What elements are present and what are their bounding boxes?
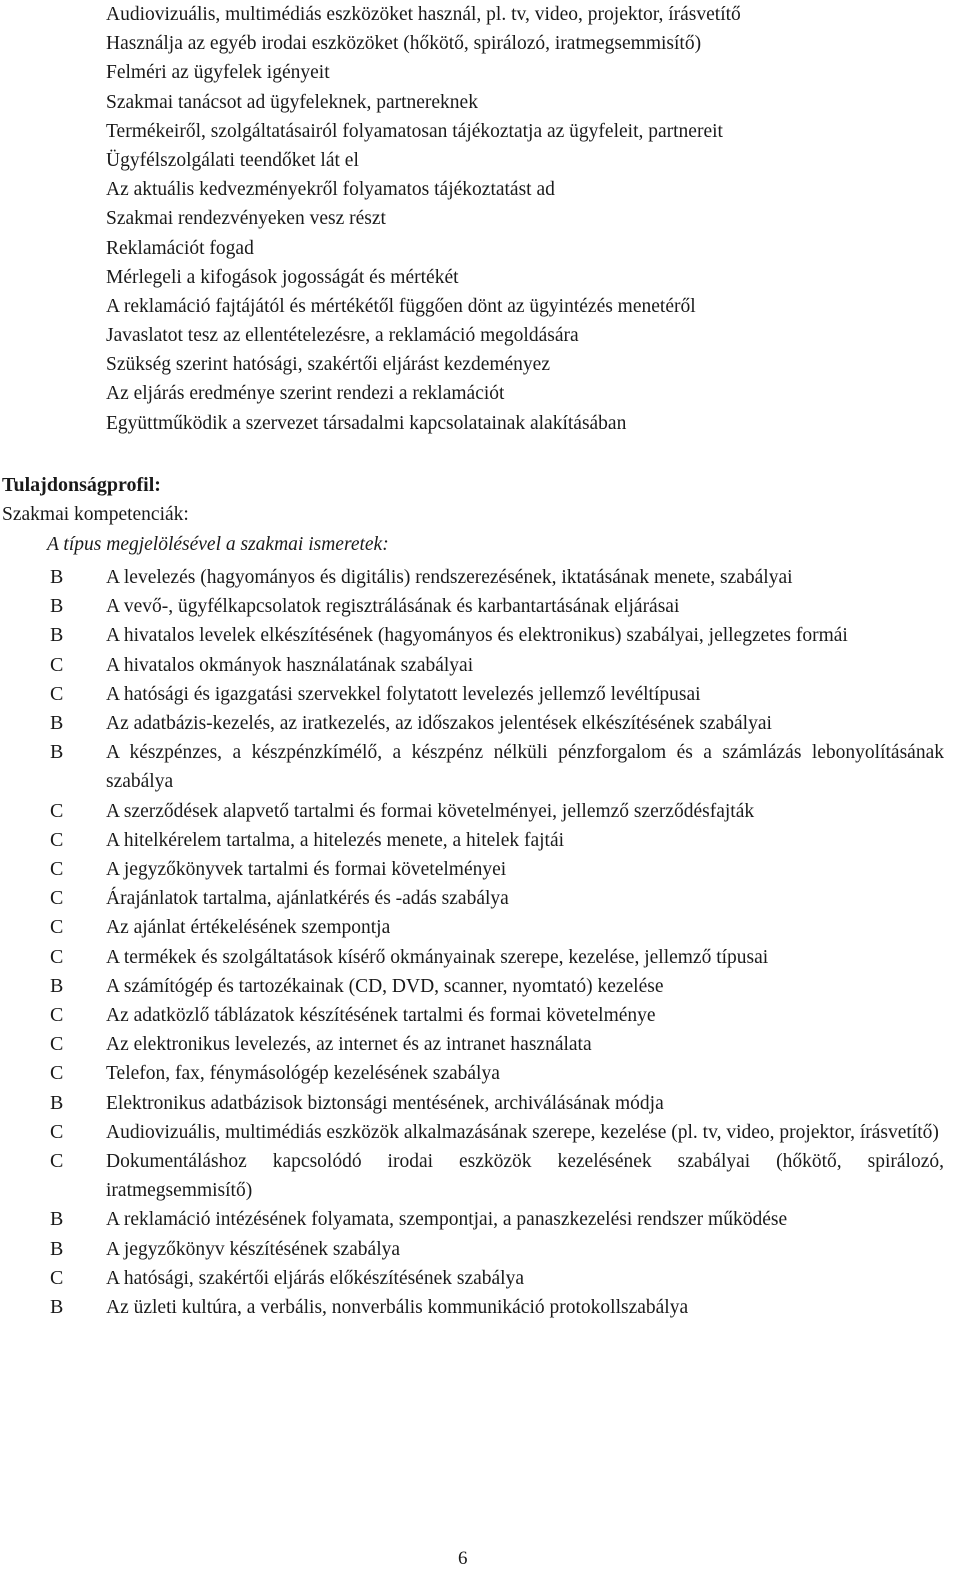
task-item: Ügyfélszolgálati teendőket lát el bbox=[106, 149, 359, 171]
knowledge-item bbox=[0, 651, 960, 680]
knowledge-item bbox=[0, 738, 960, 796]
task-item: Felméri az ügyfelek igényeit bbox=[106, 62, 330, 84]
knowledge-text: A reklamáció intézésének folyamata, szempontjai, a panaszkezelési rendszer működése bbox=[106, 1209, 788, 1231]
knowledge-item bbox=[0, 1293, 960, 1322]
knowledge-text: Árajánlatok tartalma, ajánlatkérés és -adás szabálya bbox=[106, 888, 509, 910]
knowledge-type: C bbox=[50, 858, 64, 881]
competence-subheading: Szakmai kompetenciák: bbox=[2, 504, 189, 525]
task-item: Együttműködik a szervezet társadalmi kapcsolatainak alakításában bbox=[106, 412, 627, 434]
knowledge-list bbox=[0, 563, 960, 1322]
knowledge-text: Elektronikus adatbázisok biztonsági mentésének, archiválásának módja bbox=[106, 1092, 664, 1114]
task-item: Az eljárás eredménye szerint rendezi a reklamációt bbox=[106, 383, 505, 405]
knowledge-text: A hivatalos okmányok használatának szabályai bbox=[106, 654, 474, 676]
knowledge-type: B bbox=[50, 1208, 64, 1231]
knowledge-text: A hatósági és igazgatási szervekkel folytatott levelezés jellemző levéltípusai bbox=[106, 683, 701, 705]
task-item: Mérlegeli a kifogások jogosságát és mértékét bbox=[106, 266, 459, 288]
type-description: A típus megjelölésével a szakmai ismeretek: bbox=[47, 534, 389, 555]
knowledge-text: A szerződések alapvető tartalmi és formai követelményei, jellemző szerződésfajták bbox=[106, 800, 755, 822]
task-item: A reklamáció fajtájától és mértékétől függően dönt az ügyintézés menetéről bbox=[106, 295, 696, 317]
knowledge-item bbox=[0, 797, 960, 826]
task-item: Audiovizuális, multimédiás eszközöket használ, pl. tv, video, projektor, írásvetítő bbox=[106, 4, 741, 25]
knowledge-text: A termékek és szolgáltatások kísérő okmányainak szerepe, kezelése, jellemző típusai bbox=[106, 946, 769, 968]
task-item: Termékeiről, szolgáltatásairól folyamatosan tájékoztatja az ügyfeleit, partnereit bbox=[106, 120, 723, 142]
knowledge-text: A készpénzes, a készpénzkímélő, a készpénz nélküli pénzforgalom és a számlázás lebonyolításának szabálya bbox=[106, 742, 944, 793]
task-item: Javaslatot tesz az ellentételezésre, a reklamáció megoldására bbox=[106, 325, 579, 347]
knowledge-item bbox=[0, 1235, 960, 1264]
knowledge-type: C bbox=[50, 1004, 64, 1027]
knowledge-type: C bbox=[50, 887, 64, 910]
knowledge-text: A levelezés (hagyományos és digitális) rendszerezésének, iktatásának menete, szabályai bbox=[106, 567, 793, 588]
knowledge-item bbox=[0, 680, 960, 709]
knowledge-text: Az adatközlő táblázatok készítésének tartalmi és formai követelménye bbox=[106, 1005, 656, 1027]
knowledge-item bbox=[0, 855, 960, 884]
knowledge-type: C bbox=[50, 1062, 64, 1085]
knowledge-text: A számítógép és tartozékainak (CD, DVD, scanner, nyomtató) kezelése bbox=[106, 975, 664, 997]
knowledge-type: C bbox=[50, 799, 64, 822]
knowledge-type: C bbox=[50, 653, 64, 676]
profile-heading: Tulajdonságprofil: bbox=[2, 474, 161, 496]
knowledge-text: Az adatbázis-kezelés, az iratkezelés, az időszakos jelentések elkészítésének szabályai bbox=[106, 713, 772, 735]
knowledge-text: Dokumentáláshoz kapcsolódó irodai eszközök kezelésének szabályai (hőkötő, spirálozó, iratmegsemmisítő) bbox=[106, 1151, 944, 1202]
page-number: 6 bbox=[458, 1548, 468, 1569]
knowledge-item bbox=[0, 1147, 960, 1205]
task-item: Reklamációt fogad bbox=[106, 237, 254, 259]
knowledge-text: Audiovizuális, multimédiás eszközök alkalmazásának szerepe, kezelése (pl. tv, video, projektor, írásvetítő) bbox=[106, 1121, 939, 1143]
knowledge-text: A jegyzőkönyv készítésének szabálya bbox=[106, 1238, 401, 1260]
task-item: Az aktuális kedvezményekről folyamatos tájékoztatást ad bbox=[106, 179, 555, 201]
knowledge-text: A hivatalos levelek elkészítésének (hagyományos és elektronikus) szabályai, jellegzetes formái bbox=[106, 625, 848, 647]
knowledge-text: A vevő-, ügyfélkapcsolatok regisztrálásának és karbantartásának eljárásai bbox=[106, 596, 680, 618]
knowledge-type: C bbox=[50, 1120, 64, 1143]
task-item: Szükség szerint hatósági, szakértői eljárást kezdeményez bbox=[106, 354, 550, 376]
knowledge-type: B bbox=[50, 1296, 64, 1319]
knowledge-item bbox=[0, 884, 960, 913]
knowledge-type: B bbox=[50, 624, 64, 647]
knowledge-text: Telefon, fax, fénymásológép kezelésének szabálya bbox=[106, 1063, 500, 1085]
knowledge-text: A hitelkérelem tartalma, a hitelezés menete, a hitelek fajtái bbox=[106, 829, 565, 851]
knowledge-item bbox=[0, 1059, 960, 1088]
knowledge-type: B bbox=[50, 712, 64, 735]
knowledge-type: C bbox=[50, 916, 64, 939]
knowledge-item bbox=[0, 1118, 960, 1147]
knowledge-item bbox=[0, 621, 960, 650]
knowledge-type: B bbox=[50, 741, 64, 764]
knowledge-text: Az ajánlat értékelésének szempontja bbox=[106, 917, 391, 939]
knowledge-item bbox=[0, 972, 960, 1001]
knowledge-type: B bbox=[50, 566, 64, 588]
knowledge-type: C bbox=[50, 945, 64, 968]
knowledge-item bbox=[0, 592, 960, 621]
knowledge-text: A jegyzőkönyvek tartalmi és formai követelményei bbox=[106, 859, 507, 881]
knowledge-type: B bbox=[50, 595, 64, 618]
knowledge-item bbox=[0, 1030, 960, 1059]
knowledge-item bbox=[0, 1001, 960, 1030]
knowledge-item bbox=[0, 943, 960, 972]
knowledge-type: C bbox=[50, 682, 64, 705]
knowledge-item bbox=[0, 1089, 960, 1118]
knowledge-type: C bbox=[50, 1033, 64, 1056]
knowledge-item bbox=[0, 826, 960, 855]
knowledge-text: A hatósági, szakértői eljárás előkészítésének szabálya bbox=[106, 1267, 524, 1289]
knowledge-type: B bbox=[50, 1091, 64, 1114]
knowledge-type: B bbox=[50, 974, 64, 997]
task-list bbox=[106, 0, 894, 438]
knowledge-item bbox=[0, 1205, 960, 1234]
knowledge-text: Az üzleti kultúra, a verbális, nonverbális kommunikáció protokollszabálya bbox=[106, 1297, 689, 1319]
task-item: Használja az egyéb irodai eszközöket (hőkötő, spirálozó, iratmegsemmisítő) bbox=[106, 33, 702, 55]
knowledge-item bbox=[0, 1264, 960, 1293]
knowledge-type: B bbox=[50, 1237, 64, 1260]
knowledge-type: C bbox=[50, 1266, 64, 1289]
task-item: Szakmai tanácsot ad ügyfeleknek, partnereknek bbox=[106, 91, 478, 113]
knowledge-item bbox=[0, 563, 960, 592]
knowledge-type: C bbox=[50, 1150, 64, 1173]
knowledge-item bbox=[0, 709, 960, 738]
knowledge-text: Az elektronikus levelezés, az internet és az intranet használata bbox=[106, 1034, 592, 1056]
knowledge-type: C bbox=[50, 828, 64, 851]
knowledge-item bbox=[0, 913, 960, 942]
task-item: Szakmai rendezvényeken vesz részt bbox=[106, 208, 386, 230]
